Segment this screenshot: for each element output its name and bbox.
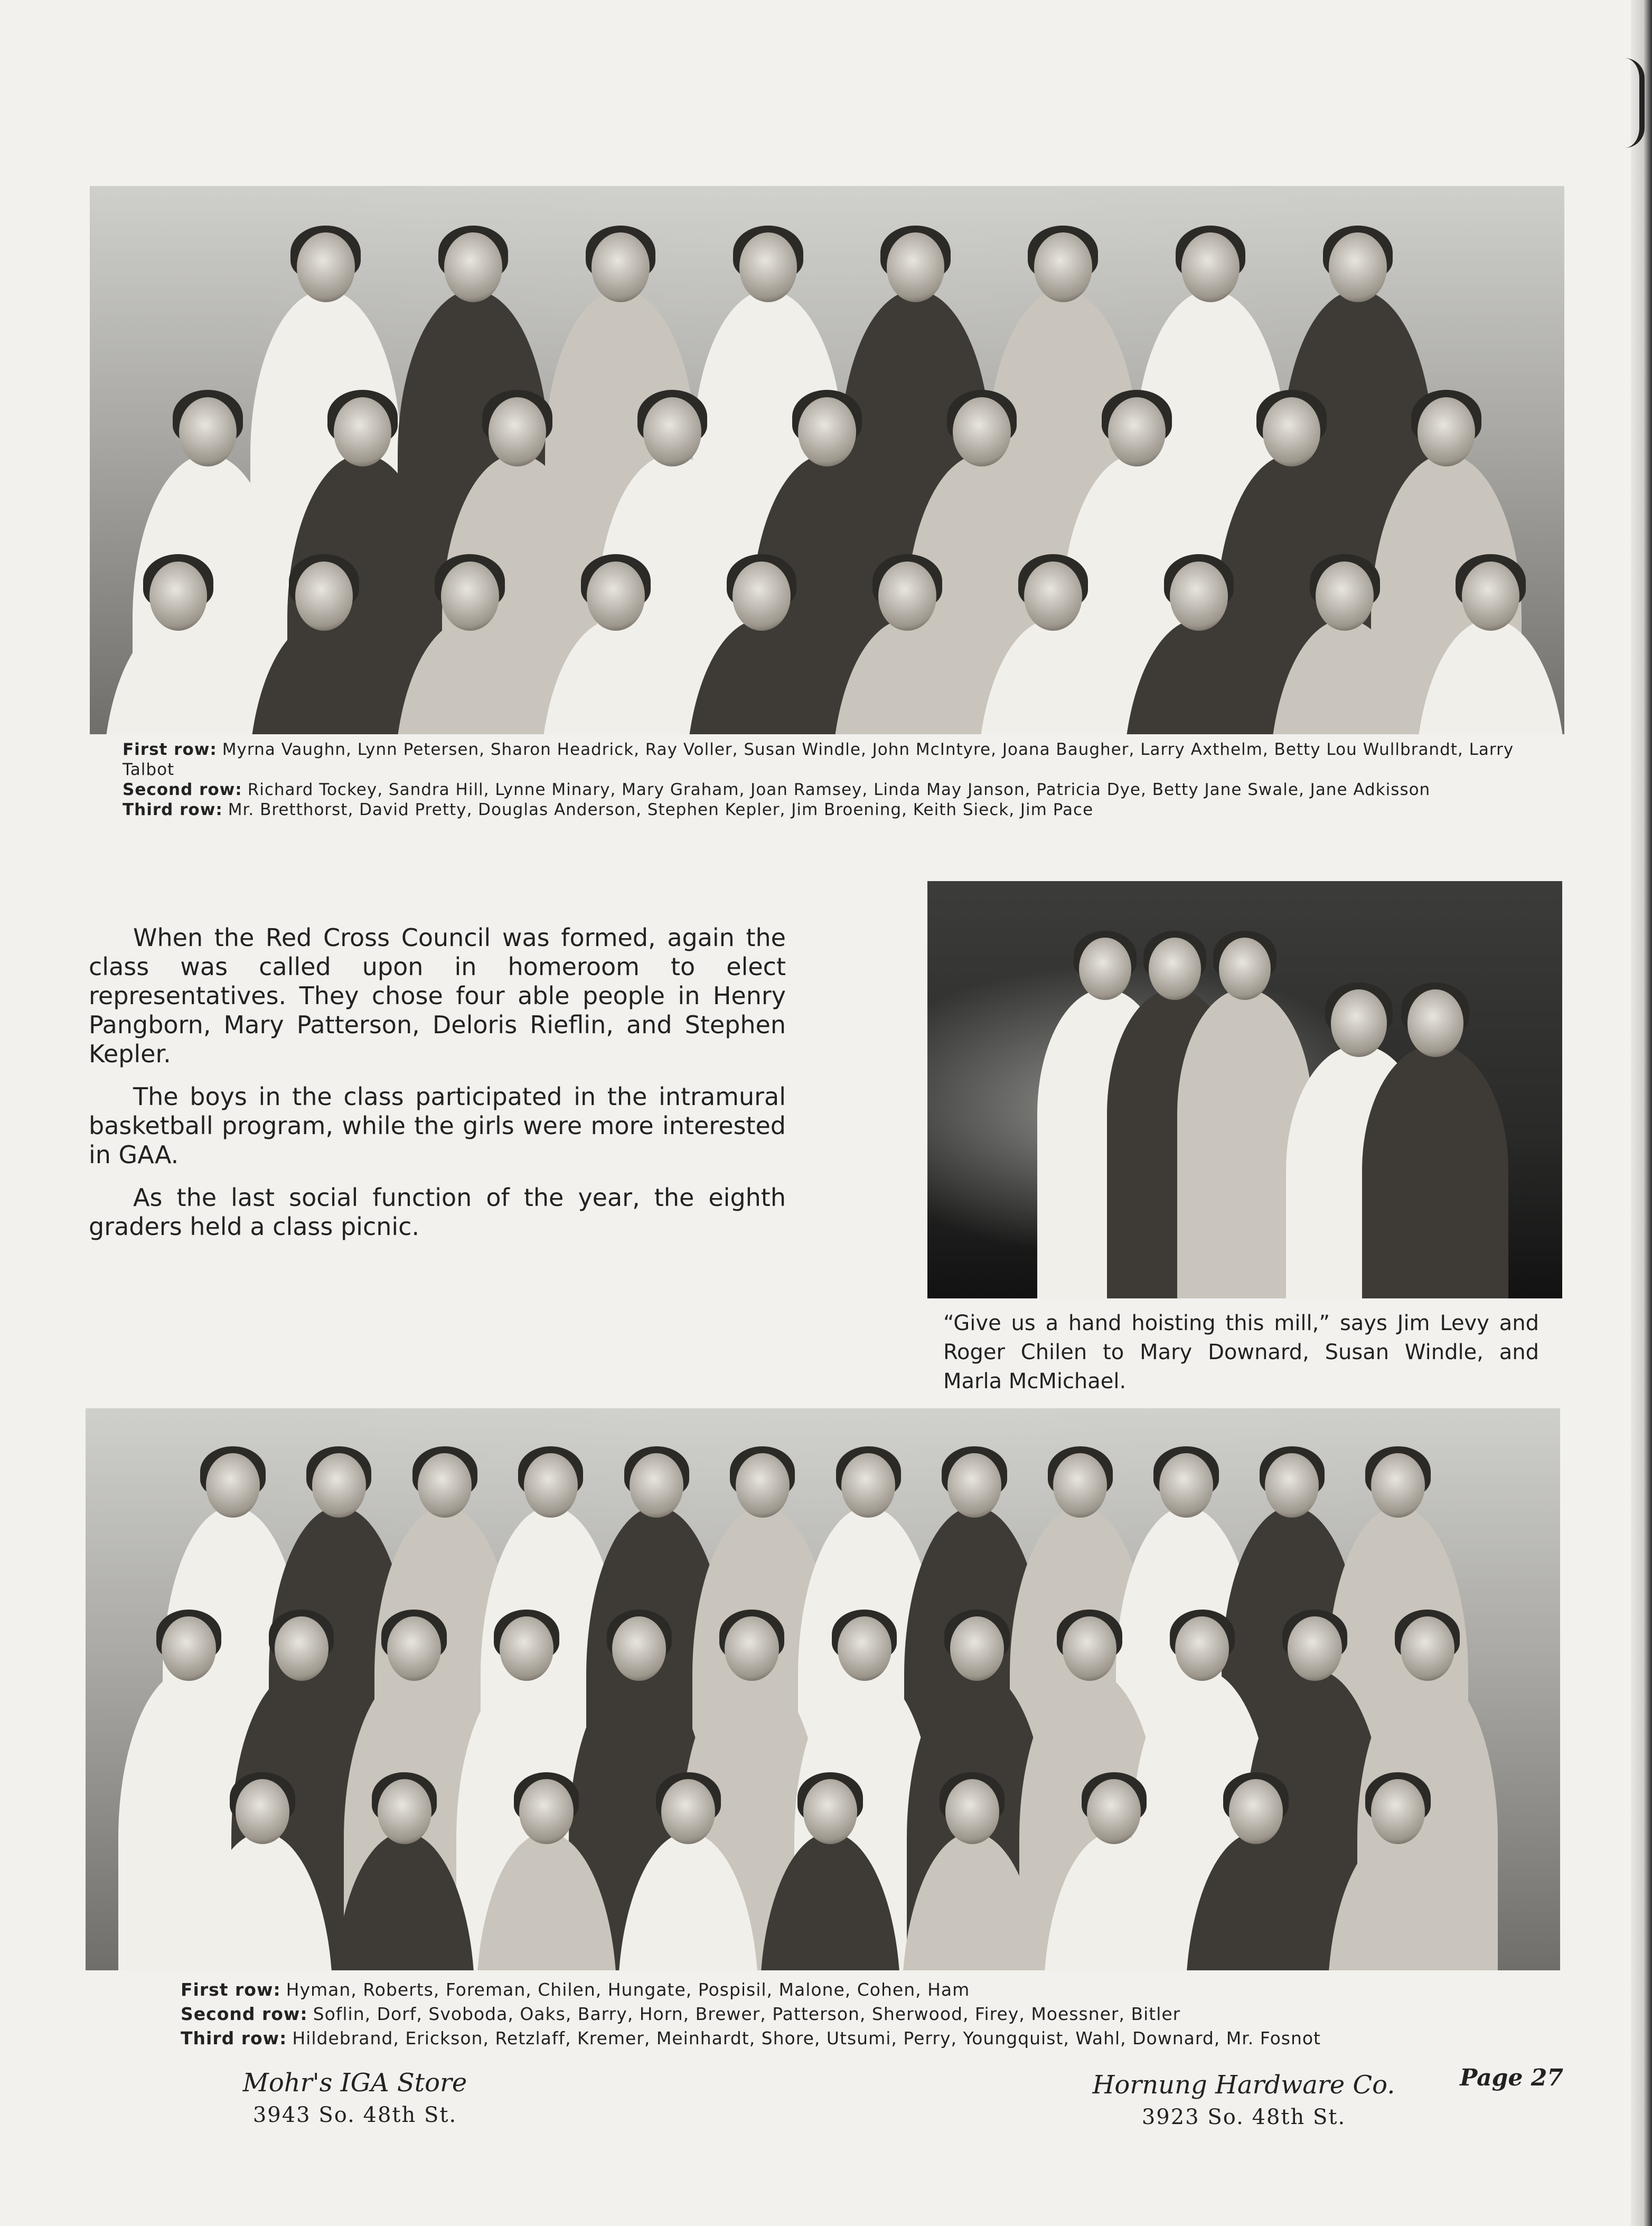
person-head — [947, 1453, 1001, 1518]
person-head — [587, 562, 645, 631]
person-head — [378, 1779, 431, 1844]
top-class-photo — [90, 186, 1564, 734]
person-head — [1063, 1616, 1116, 1681]
person-head — [838, 1616, 891, 1681]
person-head — [149, 562, 208, 631]
person-head — [387, 1616, 441, 1681]
person-head — [630, 1453, 683, 1518]
person-head — [1229, 1779, 1283, 1844]
person-head — [1401, 1616, 1454, 1681]
person-head — [950, 1616, 1004, 1681]
person-head — [1149, 938, 1201, 1000]
person-head — [275, 1616, 328, 1681]
person-head — [612, 1616, 666, 1681]
person-head — [489, 397, 547, 466]
person-head — [297, 232, 355, 302]
bottom-caption-second-row: Second row: Soflin, Dorf, Svoboda, Oaks, Barry, Horn, Brewer, Patterson, Sherwood, Firey, Moessner, Bitler — [181, 2004, 1181, 2024]
person-head — [736, 1453, 790, 1518]
person-head — [1265, 1453, 1319, 1518]
top-caption-second-row: Second row: Richard Tockey, Sandra Hill, Lynne Minary, Mary Graham, Joan Ramsey, Linda May Janson, Patricia Dye, Betty Jane Swale, Jane Adkisson — [123, 780, 1431, 799]
page-number: Page 27 — [1460, 2064, 1563, 2091]
person-head — [1288, 1616, 1341, 1681]
person-head — [1418, 397, 1476, 466]
person-head — [1159, 1453, 1213, 1518]
body-paragraph: As the last social function of the year, the eighth graders held a class picnic. — [89, 1183, 786, 1241]
person-silhouette — [1362, 1045, 1508, 1298]
person-head — [1371, 1779, 1425, 1844]
car-photo-caption: “Give us a hand hoisting this mill,” says Jim Levy and Roger Chilen to Mary Downard, Susan Windle, and Marla McMichael. — [943, 1311, 1539, 1393]
person-head — [945, 1779, 999, 1844]
bottom-photo-caption — [181, 1978, 1554, 2051]
bottom-caption-third-row: Third row: Hildebrand, Erickson, Retzlaff, Kremer, Meinhardt, Shore, Utsumi, Perry, Youngquist, Wahl, Downard, Mr. Fosnot — [181, 2028, 1321, 2049]
person-head — [444, 232, 502, 302]
person-head — [725, 1616, 778, 1681]
top-caption-third-row: Third row: Mr. Bretthorst, David Pretty, Douglas Anderson, Stephen Kepler, Jim Broening, Keith Sieck, Jim Pace — [123, 800, 1094, 819]
person-head — [878, 562, 936, 631]
person-head — [1024, 562, 1082, 631]
person-head — [334, 397, 392, 466]
car-photo — [927, 881, 1562, 1298]
person-head — [1108, 397, 1166, 466]
person-head — [295, 562, 353, 631]
bottom-caption-first-row: First row: Hyman, Roberts, Foreman, Chilen, Hungate, Pospisil, Malone, Cohen, Ham — [181, 1979, 970, 2000]
body-paragraph: The boys in the class participated in the intramural basketball program, while the girls were more interested in GAA. — [89, 1082, 786, 1169]
person-head — [206, 1453, 260, 1518]
person-head — [953, 397, 1011, 466]
person-head — [519, 1779, 573, 1844]
person-head — [236, 1779, 289, 1844]
person-head — [312, 1453, 366, 1518]
article-body — [89, 923, 786, 1255]
body-paragraph: When the Red Cross Council was formed, again the class was called upon in homeroom to elect representatives. They chose four able people in Henry Pangborn, Mary Patterson, Deloris Rieflin, and Stephen Kepler. — [89, 923, 786, 1068]
person-head — [1407, 989, 1463, 1056]
person-head — [1331, 989, 1387, 1056]
bottom-class-photo — [86, 1408, 1560, 1970]
sponsor-name: Hornung Hardware Co. — [1092, 2070, 1395, 2100]
person-head — [179, 397, 237, 466]
sponsor-ad-mohrs — [202, 2065, 508, 2130]
sponsor-name: Mohr's IGA Store — [242, 2068, 467, 2098]
person-head — [643, 397, 701, 466]
page-edge — [1631, 0, 1652, 2226]
person-head — [1034, 232, 1092, 302]
person-head — [1087, 1779, 1141, 1844]
person-head — [162, 1616, 215, 1681]
person-head — [661, 1779, 715, 1844]
person-head — [841, 1453, 895, 1518]
page-corner-mark — [1625, 58, 1645, 148]
person-head — [1053, 1453, 1107, 1518]
person-head — [592, 232, 650, 302]
person-head — [1316, 562, 1374, 631]
person-head — [418, 1453, 472, 1518]
person-head — [524, 1453, 578, 1518]
person-head — [887, 232, 945, 302]
person-head — [733, 562, 791, 631]
sponsor-ad-hornung — [1072, 2068, 1415, 2132]
person-head — [739, 232, 797, 302]
person-head — [1079, 938, 1131, 1000]
person-head — [500, 1616, 553, 1681]
sponsor-address: 3943 So. 48th St. — [252, 2103, 457, 2127]
person-head — [1329, 232, 1387, 302]
person-head — [441, 562, 499, 631]
person-head — [1175, 1616, 1229, 1681]
sponsor-address: 3923 So. 48th St. — [1141, 2105, 1346, 2129]
person-head — [1371, 1453, 1425, 1518]
person-head — [1170, 562, 1228, 631]
top-photo-caption — [123, 740, 1521, 820]
person-head — [803, 1779, 857, 1844]
person-head — [798, 397, 856, 466]
person-head — [1181, 232, 1240, 302]
person-head — [1219, 938, 1271, 1000]
person-head — [1462, 562, 1520, 631]
person-head — [1263, 397, 1321, 466]
top-caption-first-row: First row: Myrna Vaughn, Lynn Petersen, Sharon Headrick, Ray Voller, Susan Windle, John McIntyre, Joana Baugher, Larry Axthelm, Betty Lou Wullbrandt, Larry Talbot — [123, 740, 1514, 779]
